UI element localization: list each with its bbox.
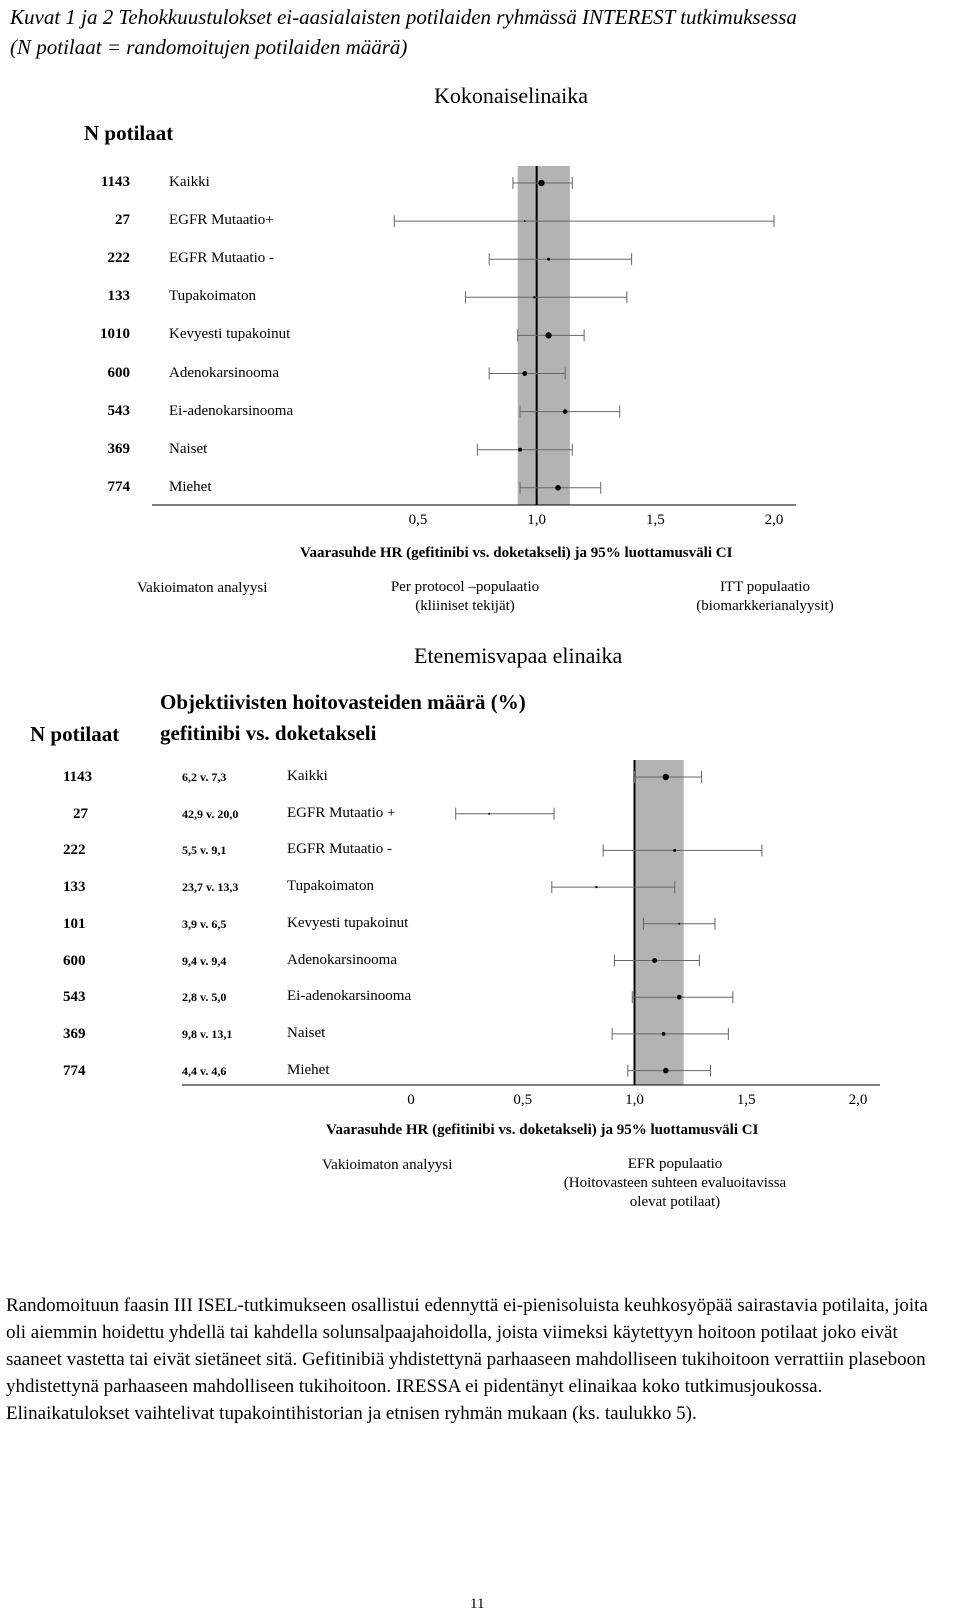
chart2-point: [673, 849, 676, 852]
chart1-xlabel: Vaarasuhde HR (gefitinibi vs. doketakseli) ja 95% luottamusväli CI: [300, 545, 733, 561]
chart1-row-label: Ei-adenokarsinooma: [169, 402, 294, 419]
chart1-title: Kokonaiselinaika: [434, 83, 588, 108]
chart2-x-tick: 2,0: [848, 1092, 868, 1108]
chart2-row-n: 27: [73, 805, 88, 822]
chart1-point: [524, 220, 526, 222]
chart2-rate-header-line2: gefitinibi vs. doketakseli: [160, 721, 377, 745]
chart2-note-right-line2: (Hoitovasteen suhteen evaluoitavissa: [563, 1175, 787, 1191]
chart1-note-right-line1: ITT populaatio: [719, 579, 811, 595]
chart2-row-rate: 4,4 v. 4,6: [182, 1063, 227, 1078]
chart1-n-header: N potilaat: [84, 121, 174, 145]
chart1-row-label: Tupakoimaton: [169, 288, 256, 305]
chart2-row-label: Adenokarsinooma: [287, 951, 397, 968]
chart1-point: [533, 296, 535, 298]
chart1-point: [545, 332, 551, 338]
chart2-row-n: 600: [63, 952, 86, 969]
chart2-row-n: 1143: [63, 769, 93, 785]
chart2-row-label: Miehet: [287, 1061, 330, 1078]
chart1-note-mid-line2: (kliiniset tekijät): [415, 598, 515, 614]
chart1-row-n: 369: [107, 440, 130, 457]
chart1-point: [547, 258, 550, 261]
chart2-row-rate: 2,8 v. 5,0: [182, 990, 227, 1005]
chart1-row-label: Naiset: [169, 440, 208, 457]
chart2-row-rate: 5,5 v. 9,1: [182, 843, 227, 858]
chart2-rate-header-line1: Objektiivisten hoitovasteiden määrä (%): [160, 690, 526, 714]
chart1-row-label: Kaikki: [169, 174, 210, 190]
chart2-row-rate: 23,7 v. 13,3: [182, 880, 239, 895]
chart2-point: [663, 774, 669, 780]
chart2-row-rate: 9,8 v. 13,1: [182, 1026, 233, 1041]
chart2-row-n: 774: [63, 1062, 86, 1079]
chart2-x-tick: 1,5: [736, 1092, 756, 1108]
chart1-x-tick: 1,5: [645, 512, 665, 528]
chart2-note-right-line1: EFR populaatio: [627, 1156, 723, 1172]
chart1-row-label: Kevyesti tupakoinut: [169, 326, 291, 343]
chart1-row-label: Adenokarsinooma: [169, 364, 279, 381]
chart1-note-mid-line1: Per protocol –populaatio: [390, 579, 540, 595]
chart2-row-label: Kevyesti tupakoinut: [287, 914, 409, 931]
chart1-row-n: 774: [107, 478, 130, 495]
chart2-row-n: 543: [63, 989, 86, 1006]
chart2-point: [488, 813, 490, 815]
chart1-row-n: 1010: [100, 326, 130, 343]
chart1-point: [538, 180, 544, 186]
chart2-note-right-line3: olevat potilaat): [629, 1194, 721, 1210]
chart2-row-label: Naiset: [287, 1024, 326, 1041]
chart2-title: Etenemisvapaa elinaika: [414, 643, 623, 668]
chart2-ci-band: [635, 760, 684, 1085]
chart2-xlabel: Vaarasuhde HR (gefitinibi vs. doketakseli) ja 95% luottamusväli CI: [326, 1122, 759, 1138]
chart2-row-label: Kaikki: [287, 768, 328, 784]
chart2-point: [662, 1032, 666, 1036]
page-number: 11: [470, 1596, 485, 1612]
chart2-point: [663, 1068, 669, 1074]
chart2-point: [677, 995, 682, 1000]
chart1-x-tick: 1,0: [527, 512, 547, 528]
chart1-row-n: 27: [115, 212, 130, 229]
chart1-x-tick: 0,5: [408, 512, 428, 528]
chart1-row-n: 222: [107, 250, 130, 267]
body-paragraph: Randomoituun faasin III ISEL-tutkimukseen osallistui edennyttä ei-pienisoluista keuhkosyöpää sairastavia potilaita, joita oli aiemmin hoidettu yhdellä tai kahdella solunsalpaajahoidolla, joista viimeksi käytettyyn hoitoon potilaat joko eivät saaneet vastetta tai eivät sietäneet sitä. Gefitinibiä yhdistettynä parhaaseen mahdolliseen tukihoitoon verrattiin plaseboon yhdistettynä parhaaseen mahdolliseen tukihoitoon. IRESSA ei pidentänyt elinaikaa koko tutkimusjoukossa. Elinaikatulokset vaihtelivat tupakointihistorian ja etnisen ryhmän mukaan (ks. taulukko 5).: [6, 1295, 928, 1424]
chart1-point: [555, 485, 561, 491]
chart2-row-n: 133: [63, 879, 86, 896]
chart2-row-rate: 42,9 v. 20,0: [182, 806, 239, 821]
chart1-point: [522, 371, 527, 376]
chart2-note-left: Vakioimaton analyysi: [322, 1157, 453, 1173]
chart1-row-n: 133: [107, 288, 130, 305]
chart2-row-rate: 6,2 v. 7,3: [182, 770, 227, 784]
chart1-row-n: 543: [107, 402, 130, 419]
chart2-x-tick: 1,0: [625, 1092, 644, 1108]
chart1-row-label: Miehet: [169, 478, 212, 495]
chart2-row-label: Tupakoimaton: [287, 878, 374, 895]
chart2-row-n: 222: [63, 842, 86, 859]
chart1-note-right-line2: (biomarkkerianalyysit): [696, 598, 834, 614]
chart2-n-header: N potilaat: [30, 722, 120, 746]
chart1-row-label: EGFR Mutaatio -: [169, 250, 274, 267]
chart1-point: [563, 409, 568, 414]
chart2-row-n: 101: [63, 915, 86, 932]
chart2-x-tick: 0: [407, 1092, 415, 1108]
chart1-row-n: 1143: [100, 174, 130, 190]
chart2-row-n: 369: [63, 1025, 86, 1042]
caption-line-1: Kuvat 1 ja 2 Tehokkuustulokset ei-aasialaisten potilaiden ryhmässä INTEREST tutkimuksessa: [10, 5, 797, 29]
chart1-row-label: EGFR Mutaatio+: [169, 212, 274, 229]
chart2-row-label: EGFR Mutaatio -: [287, 841, 392, 858]
chart1-point: [518, 448, 522, 452]
chart2-x-tick: 0,5: [513, 1092, 533, 1108]
chart2-row-rate: 9,4 v. 9,4: [182, 953, 227, 968]
chart2-row-rate: 3,9 v. 6,5: [182, 916, 227, 931]
chart1-note-left: Vakioimaton analyysi: [137, 580, 268, 596]
chart2-point: [595, 886, 597, 888]
chart1-x-tick: 2,0: [764, 512, 784, 528]
chart2-point: [652, 958, 657, 963]
caption-line-2: (N potilaat = randomoitujen potilaiden määrä): [10, 35, 408, 59]
chart2-point: [678, 923, 680, 925]
chart1-row-n: 600: [107, 364, 130, 381]
chart2-row-label: Ei-adenokarsinooma: [287, 988, 412, 1005]
chart2-row-label: EGFR Mutaatio +: [287, 804, 396, 821]
